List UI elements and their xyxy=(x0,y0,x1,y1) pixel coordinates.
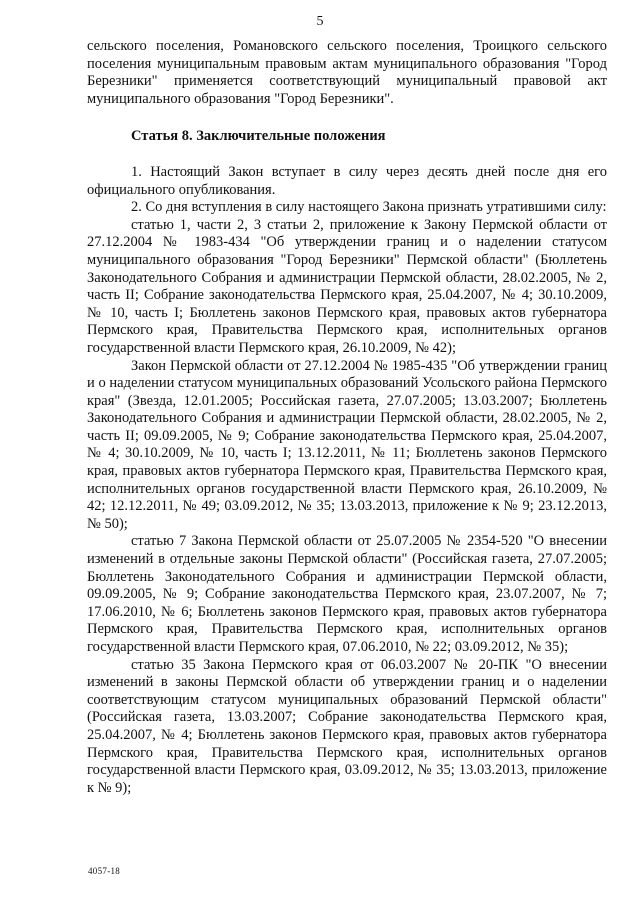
paragraph-continuation: сельского поселения, Романовского сельского поселения, Троицкого сельского поселения муниципальным правовым актам муниципального образования "Город Березники" применяется соответствующий муниципальный правовой акт муниципального образования "Город Березники". xyxy=(87,38,607,107)
page-number: 5 xyxy=(316,14,324,29)
footer-document-code: 4057-18 xyxy=(88,866,121,876)
repeal-item-4: статью 35 Закона Пермского края от 06.03.2007 № 20-ПК "О внесении изменений в законы Пермской области об утверждении границ и о наделении соответствующим статусом муниципальных образований Пермской области" (Российская газета, 13.03.2007; Собрание законодательства Пермского края, 25.04.2007, № 4; Бюллетень законов Пермского края, правовых актов губернатора Пермского края, Правительства Пермского края, исполнительных органов государственной власти Пермского края, 03.09.2012, № 35; 13.03.2013, приложение к № 9); xyxy=(87,656,607,796)
repeal-item-2: Закон Пермской области от 27.12.2004 № 1985-435 "Об утверждении границ и о наделении статусом муниципальных образований Усольского района Пермского края" (Звезда, 12.01.2005; Российская газета, 27.07.2005; 13.03.2007; Бюллетень Законодательного Собрания и администрации Пермской области, 28.02.2005, № 2, часть II; 09.09.2005, № 9; Собрание законодательства Пермского края, 25.04.2007, № 4; 30.10.2009, № 10, часть I; 13.12.2011, № 11; Бюллетень законов Пермского края, правовых актов губернатора Пермского края, Правительства Пермского края, исполнительных органов государственной власти Пермского края, 26.10.2009, № 42; 12.12.2011, № 49; 03.09.2012, № 35; 13.03.2013, приложение к № 9; 23.12.2013, № 50); xyxy=(87,357,607,532)
document-body xyxy=(87,38,607,797)
paragraph-repeal-intro: 2. Со дня вступления в силу настоящего Закона признать утратившими силу: xyxy=(131,199,607,216)
repeal-item-3: статью 7 Закона Пермской области от 25.07.2005 № 2354-520 "О внесении изменений в отдельные законы Пермской области" (Российская газета, 27.07.2005; Бюллетень Законодательного Собрания и администрации Пермской области, 09.09.2005, № 9; Собрание законодательства Пермского края, 23.07.2007, № 7; 17.06.2010, № 6; Бюллетень законов Пермского края, правовых актов губернатора Пермского края, Правительства Пермского края, исполнительных органов государственной власти Пермского края, 07.06.2010, № 22; 03.09.2012, № 35); xyxy=(87,533,607,655)
repeal-item-1: статью 1, части 2, 3 статьи 2, приложение к Закону Пермской области от 27.12.2004 № 1983-434 "Об утверждении границ и о наделении статусом муниципального образования "Город Березники" Пермской области" (Бюллетень Законодательного Собрания и администрации Пермской области, 28.02.2005, № 2, часть II; Собрание законодательства Пермского края, 25.04.2007, № 4; 30.10.2009, № 10, часть I; Бюллетень законов Пермского края, правовых актов губернатора Пермского края, Правительства Пермского края, исполнительных органов государственной власти Пермского края, 26.10.2009, № 42); xyxy=(87,216,607,356)
article-heading: Статья 8. Заключительные положения xyxy=(131,128,386,145)
paragraph-entry-into-force: 1. Настоящий Закон вступает в силу через десять дней после дня его официального опубликования. xyxy=(87,163,607,198)
